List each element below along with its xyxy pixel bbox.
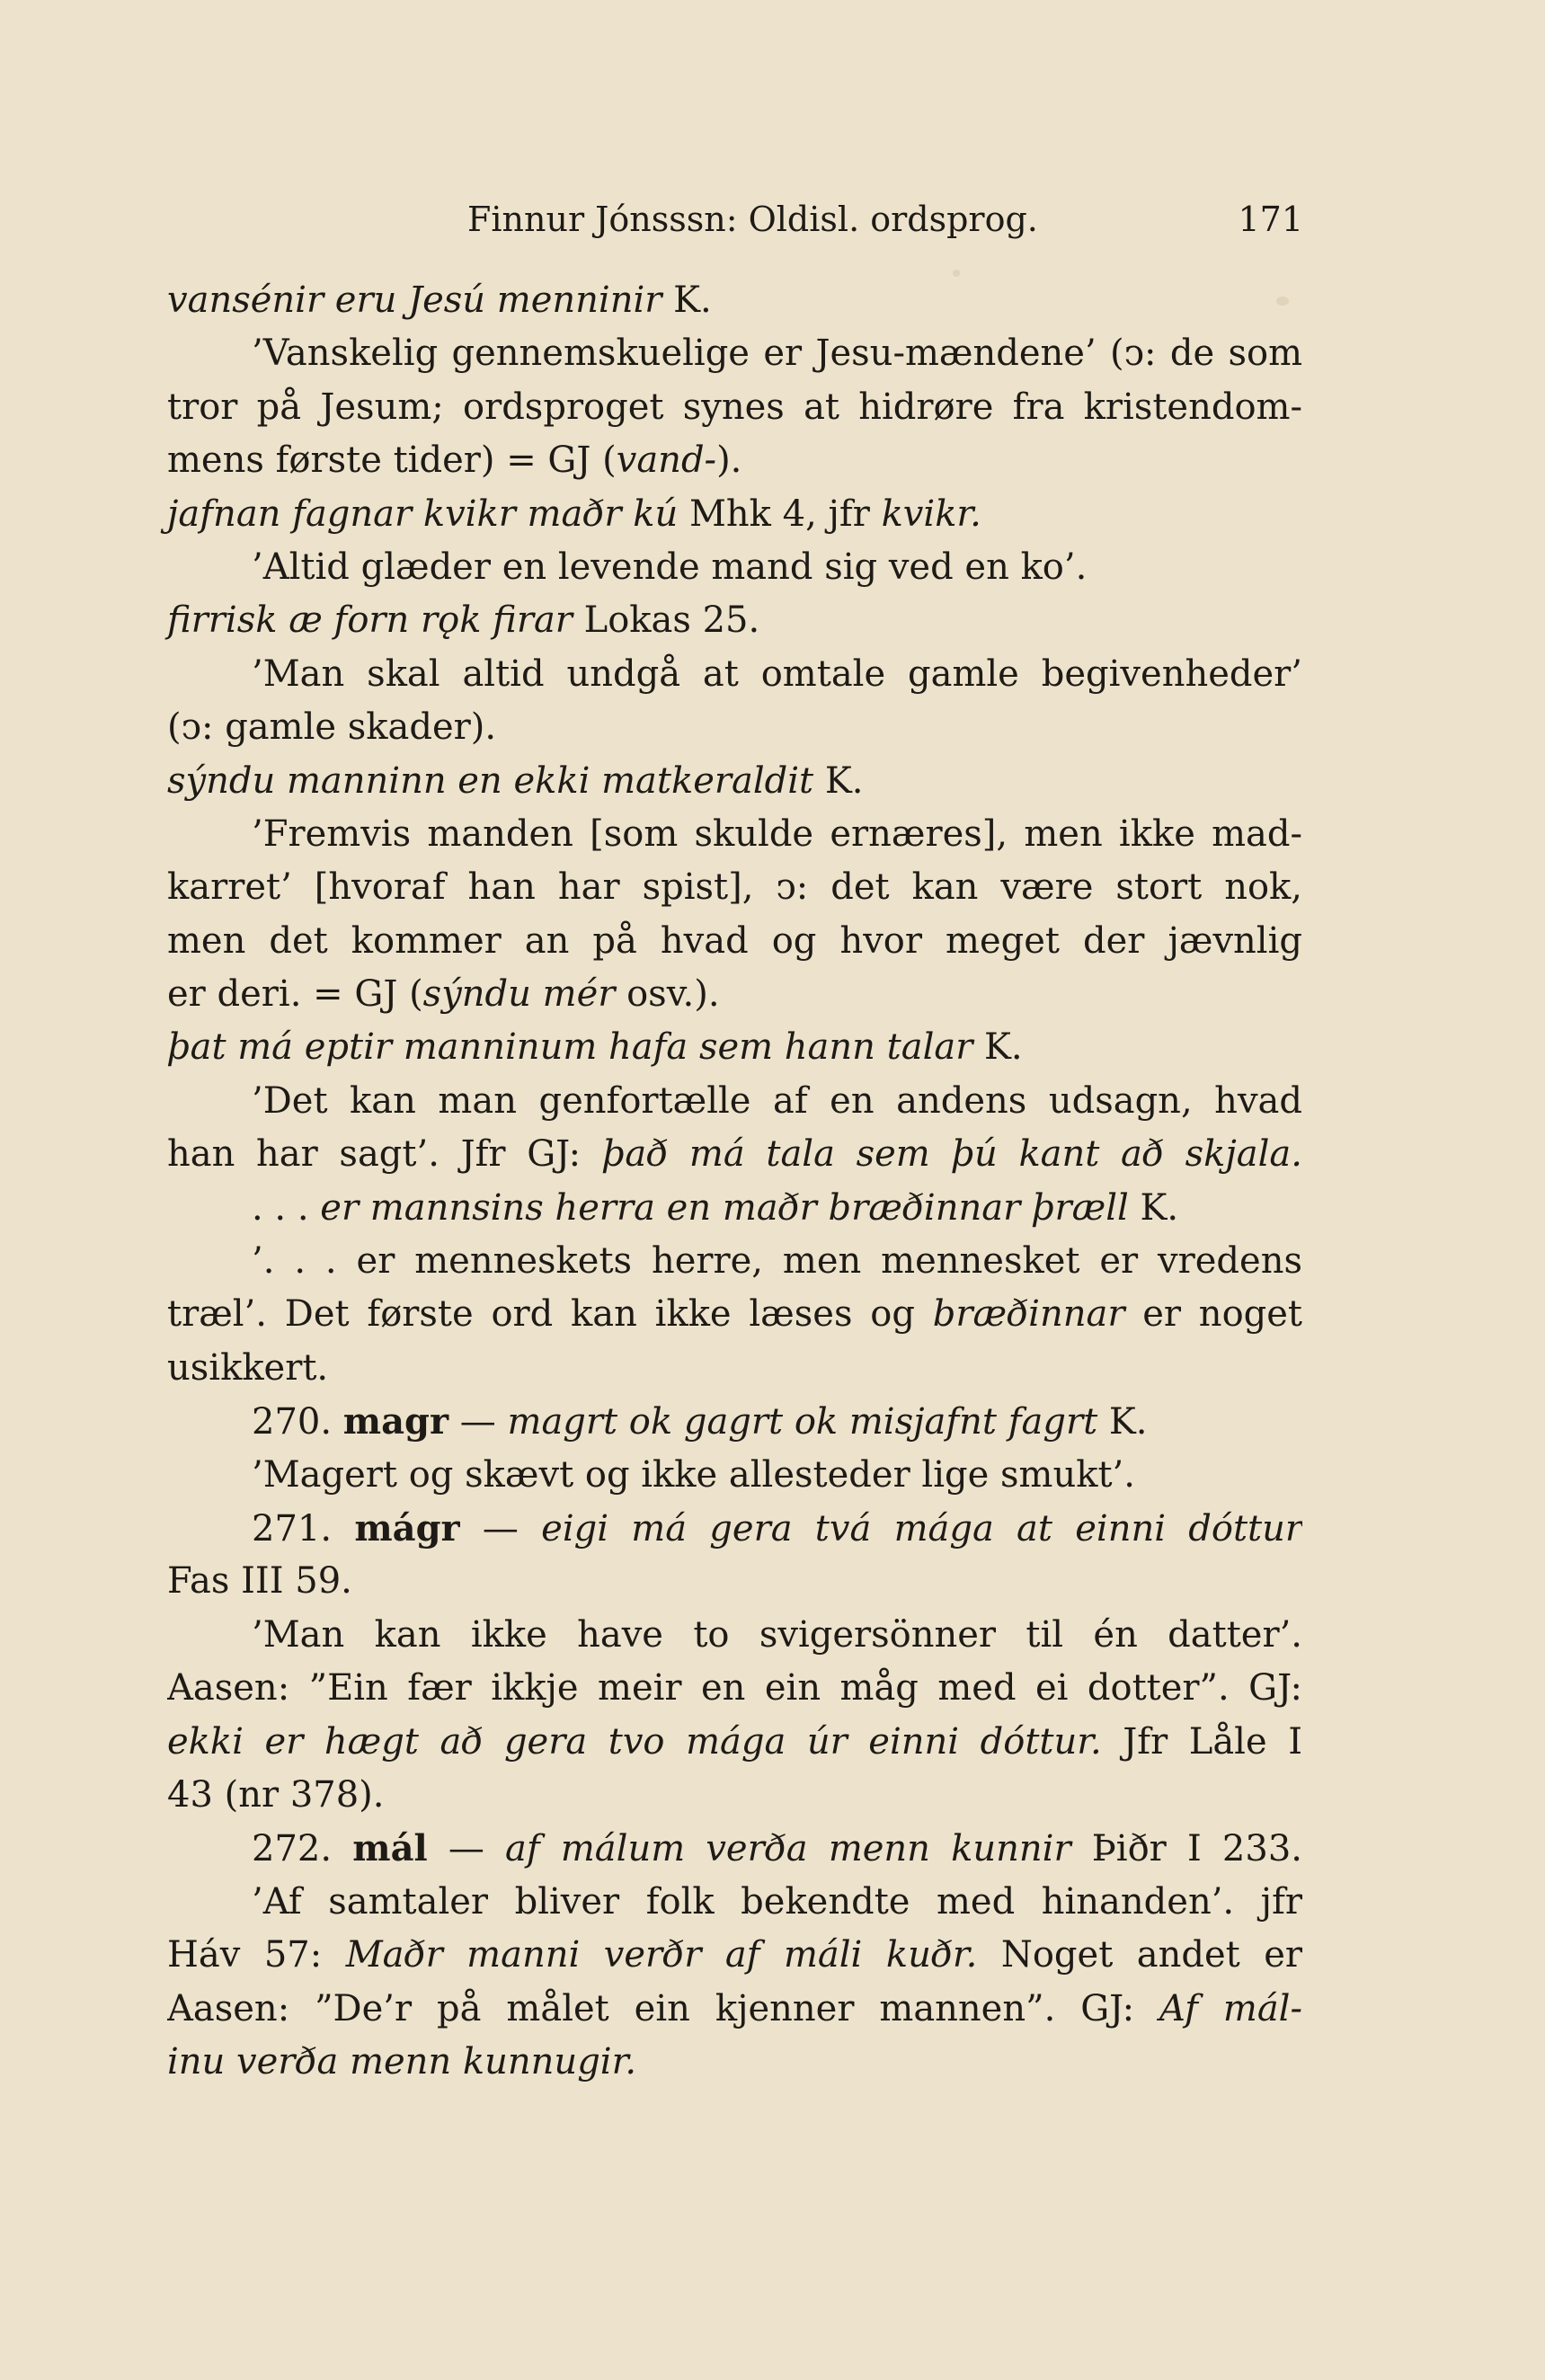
text-run: K.	[1128, 1186, 1179, 1229]
text-run: ’Magert og skævt og ikke allesteder lige smukt’.	[252, 1453, 1135, 1496]
text-line	[167, 381, 1302, 434]
italic-run: vansénir eru Jesú menninir	[167, 280, 662, 321]
text-run: ’Det kan man genfortælle af en andens udsagn, hvad	[252, 1079, 1302, 1122]
text-line	[167, 2036, 1302, 2089]
italic-run: Maðr manni verðr af máli kuðr.	[345, 1934, 978, 1976]
text-line	[167, 755, 1302, 808]
text-line	[167, 1876, 1302, 1929]
text-line	[167, 1288, 1302, 1341]
text-run: han har sagt’. Jfr GJ:	[167, 1133, 602, 1176]
text-line	[167, 701, 1302, 754]
text-run: Aasen: ”De’r på målet ein kjenner mannen”. GJ:	[167, 1987, 1159, 2029]
text-line	[167, 541, 1302, 594]
text-run: Fas III 59.	[167, 1560, 352, 1603]
italic-run: ekki er hægt að gera tvo mága úr einni dóttur.	[167, 1720, 1102, 1763]
text-line	[167, 1128, 1302, 1181]
text-run: Þiðr I 233.	[1070, 1828, 1302, 1870]
text-run: Noget andet er	[977, 1934, 1302, 1976]
text-line	[167, 1983, 1302, 2036]
text-run: ’. . . er menneskets herre, men mennesket er vredens	[252, 1240, 1302, 1283]
text-run: —	[459, 1507, 542, 1550]
text-run: men det kommer an på hvad og hvor meget der jævnlig	[167, 919, 1302, 962]
headword: mágr	[354, 1506, 460, 1550]
text-line	[167, 648, 1302, 701]
text-run: Háv 57:	[167, 1934, 346, 1976]
text-run: træl’. Det første ord kan ikke læses og	[167, 1293, 933, 1336]
page-number: 171	[1238, 200, 1303, 239]
text-run: Jfr Låle I	[1101, 1720, 1302, 1763]
text-line	[167, 1609, 1302, 1662]
text-run: er deri. = GJ (	[167, 973, 423, 1016]
text-line	[167, 1075, 1302, 1128]
text-line	[167, 434, 1302, 487]
text-line	[167, 968, 1302, 1021]
text-run: tror på Jesum; ordsproget synes at hidrøre fra kristendom-	[167, 386, 1302, 428]
italic-run: jafnan fagnar kvikr maðr kú	[167, 493, 679, 535]
text-run: ’Altid glæder en levende mand sig ved en ko’.	[252, 546, 1088, 588]
text-run: karret’ [hvoraf han har spist], ↄ: det kan være stort nok,	[167, 866, 1302, 909]
text-run: 271.	[252, 1507, 355, 1550]
italic-run: er mannsins herra en maðr bræðinnar þræll	[320, 1186, 1129, 1229]
text-line	[167, 274, 1302, 327]
text-run: . . .	[252, 1186, 321, 1229]
text-line	[167, 594, 1302, 647]
italic-run: Af mál-	[1159, 1987, 1302, 2029]
text-line	[167, 915, 1302, 968]
text-line	[167, 1769, 1302, 1822]
text-run: Mhk 4, jfr	[678, 493, 882, 535]
text-run: —	[448, 1401, 508, 1443]
italic-run: vand-	[616, 440, 717, 482]
italic-run: eigi má gera tvá mága at einni dóttur	[541, 1507, 1302, 1550]
text-run: 270.	[252, 1401, 343, 1443]
running-header	[467, 200, 1303, 253]
text-run: ’Af samtaler bliver folk bekendte med hinanden’. jfr	[252, 1880, 1302, 1923]
text-line	[167, 1342, 1302, 1395]
running-title: Finnur Jónsssn: Oldisl. ordsprog.	[467, 200, 1038, 239]
text-run: 43 (nr 378).	[167, 1773, 385, 1816]
italic-run: magrt ok gagrt ok misjafnt fagrt	[507, 1401, 1098, 1443]
italic-run: sýndu mér	[422, 973, 616, 1016]
text-run: er noget	[1124, 1293, 1302, 1336]
text-line	[167, 1449, 1302, 1502]
text-line	[167, 1395, 1302, 1448]
text-run: 272.	[252, 1828, 353, 1870]
italic-run: kvikr.	[881, 493, 981, 535]
italic-run: firrisk æ forn rǫk firar	[167, 599, 573, 642]
text-run: ’Vanskelig gennemskuelige er Jesu-mændene’ (ↄ: de som	[252, 333, 1302, 375]
text-line	[167, 488, 1302, 541]
text-line	[167, 861, 1302, 914]
text-line	[167, 1716, 1302, 1769]
page-body-text	[167, 274, 1302, 2089]
text-run: ’Man skal altid undgå at omtale gamle begivenheder’	[252, 653, 1302, 695]
italic-run: af málum verða menn kunnir	[505, 1828, 1071, 1870]
text-line	[167, 1235, 1302, 1288]
text-run: K.	[813, 759, 864, 802]
text-line	[167, 1555, 1302, 1608]
text-run: ’Man kan ikke have to svigersönner til én datter’.	[252, 1613, 1302, 1656]
text-run: —	[427, 1828, 506, 1870]
text-run: ’Fremvis manden [som skulde ernæres], men ikke mad-	[252, 813, 1302, 855]
text-run: mens første tider) = GJ (	[167, 440, 617, 482]
italic-run: þat má eptir manninum hafa sem hann talar	[167, 1026, 973, 1069]
text-line	[167, 1502, 1302, 1555]
text-run: osv.).	[615, 973, 720, 1016]
italic-run: bræðinnar	[932, 1293, 1125, 1336]
italic-run: sýndu manninn en ekki matkeraldit	[167, 759, 814, 802]
text-run: K.	[1097, 1401, 1148, 1443]
text-line	[167, 808, 1302, 861]
headword: mál	[352, 1827, 428, 1870]
italic-run: inu verða menn kunnugir.	[167, 2040, 637, 2082]
text-line	[167, 1662, 1302, 1715]
text-run: (ↄ: gamle skader).	[167, 706, 497, 749]
text-run: Aasen: ”Ein fær ikkje meir en ein måg med ei dotter”. GJ:	[167, 1667, 1302, 1710]
headword: magr	[342, 1400, 449, 1443]
italic-run: það má tala sem þú kant að skjala.	[601, 1133, 1302, 1176]
text-line	[167, 1021, 1302, 1074]
text-line	[167, 327, 1302, 380]
text-line	[167, 1182, 1302, 1235]
text-run: K.	[972, 1026, 1023, 1069]
text-run: K.	[662, 280, 712, 321]
text-run: ).	[716, 440, 742, 482]
text-line	[167, 1929, 1302, 1982]
text-line	[167, 1822, 1302, 1875]
text-run: Lokas 25.	[572, 599, 760, 642]
text-run: usikkert.	[167, 1346, 329, 1389]
